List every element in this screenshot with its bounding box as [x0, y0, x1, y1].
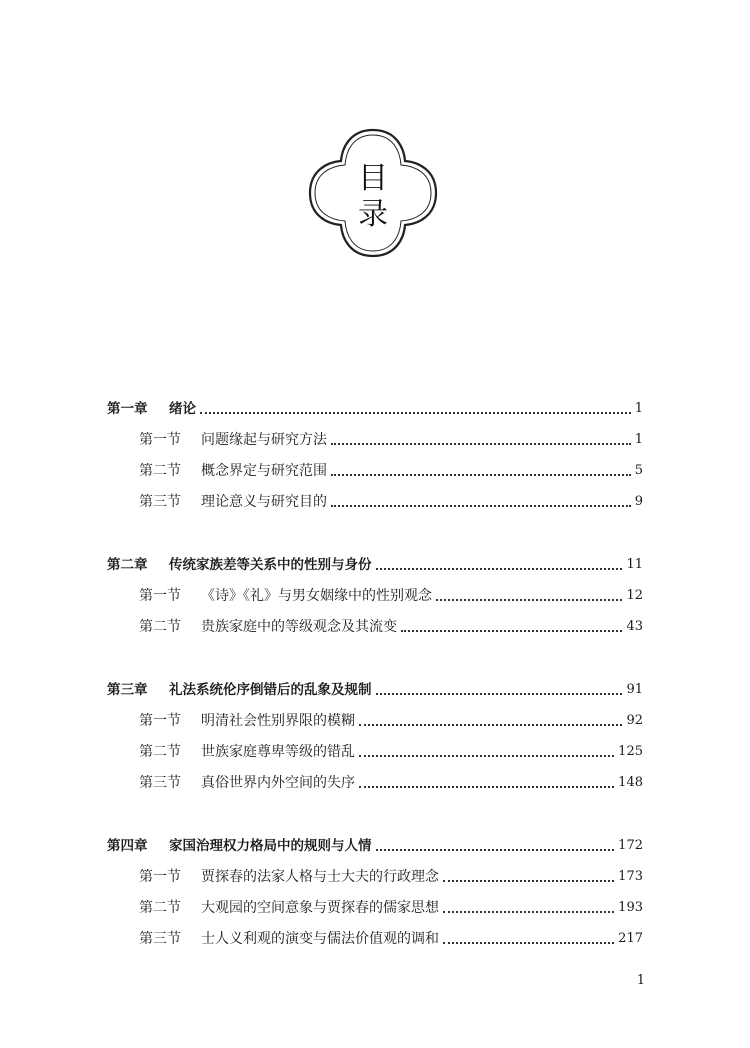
- dot-leader: [376, 849, 615, 851]
- page-number: 9: [634, 494, 643, 509]
- toc-section-row[interactable]: [139, 581, 643, 605]
- dot-leader: [331, 443, 631, 445]
- dot-leader: [376, 693, 623, 695]
- dot-leader: [331, 474, 631, 476]
- dot-leader: [359, 755, 614, 757]
- footer-page-number: 1: [636, 973, 645, 988]
- chapter-title: 传统家族差等关系中的性别与身份: [169, 557, 372, 573]
- toc-section-row[interactable]: [139, 456, 643, 480]
- dot-leader: [443, 911, 614, 913]
- dot-leader: [331, 505, 631, 507]
- chapter-number: 第四章: [107, 838, 148, 854]
- page-number: 193: [618, 900, 643, 915]
- chapter-title: 家国治理权力格局中的规则与人情: [169, 838, 372, 854]
- section-title: 真俗世界内外空间的失序: [201, 775, 355, 791]
- section-number: 第二节: [139, 463, 181, 479]
- page-number: 1: [634, 401, 643, 416]
- dot-leader: [359, 786, 614, 788]
- toc-chapter-row[interactable]: [107, 550, 643, 574]
- toc-section-row[interactable]: [139, 425, 643, 449]
- toc-chapter-row[interactable]: [107, 394, 643, 418]
- section-number: 第三节: [139, 494, 181, 510]
- dot-leader: [436, 599, 622, 601]
- toc-section-row[interactable]: [139, 487, 643, 511]
- section-number: 第二节: [139, 619, 181, 635]
- section-number: 第一节: [139, 869, 181, 885]
- chapter-title: 绪论: [169, 401, 196, 417]
- section-title: 理论意义与研究目的: [201, 494, 327, 510]
- dot-leader: [376, 568, 623, 570]
- toc-section-row[interactable]: [139, 706, 643, 730]
- toc-heading-char-2: 录: [358, 197, 388, 232]
- dot-leader: [443, 942, 614, 944]
- section-number: 第一节: [139, 713, 181, 729]
- chapter-number: 第一章: [107, 401, 148, 417]
- page-number: 91: [626, 682, 643, 697]
- page-number: 92: [626, 713, 643, 728]
- toc-heading-char-1: 目: [358, 161, 388, 196]
- chapter-title: 礼法系统伦序倒错后的乱象及规制: [169, 682, 372, 698]
- dot-leader: [443, 880, 614, 882]
- page-number: 1: [634, 432, 643, 447]
- section-title: 士人义利观的演变与儒法价值观的调和: [201, 931, 439, 947]
- section-title: 贵族家庭中的等级观念及其流变: [201, 619, 397, 635]
- page-number: 173: [618, 869, 643, 884]
- chapter-number: 第三章: [107, 682, 148, 698]
- section-title: 明清社会性别界限的模糊: [201, 713, 355, 729]
- section-title: 贾探春的法家人格与士大夫的行政理念: [201, 869, 439, 885]
- page-number: 12: [626, 588, 643, 603]
- page-number: 43: [626, 619, 643, 634]
- section-title: 大观园的空间意象与贾探春的儒家思想: [201, 900, 439, 916]
- section-number: 第二节: [139, 744, 181, 760]
- dot-leader: [401, 630, 622, 632]
- dot-leader: [359, 724, 622, 726]
- toc-section-row[interactable]: [139, 924, 643, 948]
- toc-section-row[interactable]: [139, 893, 643, 917]
- section-number: 第三节: [139, 931, 181, 947]
- chapter-number: 第二章: [107, 557, 148, 573]
- section-number: 第二节: [139, 900, 181, 916]
- toc-chapter-row[interactable]: [107, 831, 643, 855]
- toc-chapter-row[interactable]: [107, 675, 643, 699]
- page-number: 5: [634, 463, 643, 478]
- page-number: 148: [618, 775, 643, 790]
- section-number: 第三节: [139, 775, 181, 791]
- section-number: 第一节: [139, 432, 181, 448]
- section-title: 问题缘起与研究方法: [201, 432, 327, 448]
- section-title: 概念界定与研究范围: [201, 463, 327, 479]
- dot-leader: [200, 412, 631, 414]
- page-number: 11: [626, 557, 643, 572]
- page-number: 217: [618, 931, 643, 946]
- toc-section-row[interactable]: [139, 862, 643, 886]
- section-title: 世族家庭尊卑等级的错乱: [201, 744, 355, 760]
- toc-section-row[interactable]: [139, 768, 643, 792]
- toc-section-row[interactable]: [139, 612, 643, 636]
- section-number: 第一节: [139, 588, 181, 604]
- page-number: 172: [618, 838, 643, 853]
- section-title: 《诗》《礼》与男女姻缘中的性别观念: [201, 588, 432, 604]
- page-number: 125: [618, 744, 643, 759]
- toc-section-row[interactable]: [139, 737, 643, 761]
